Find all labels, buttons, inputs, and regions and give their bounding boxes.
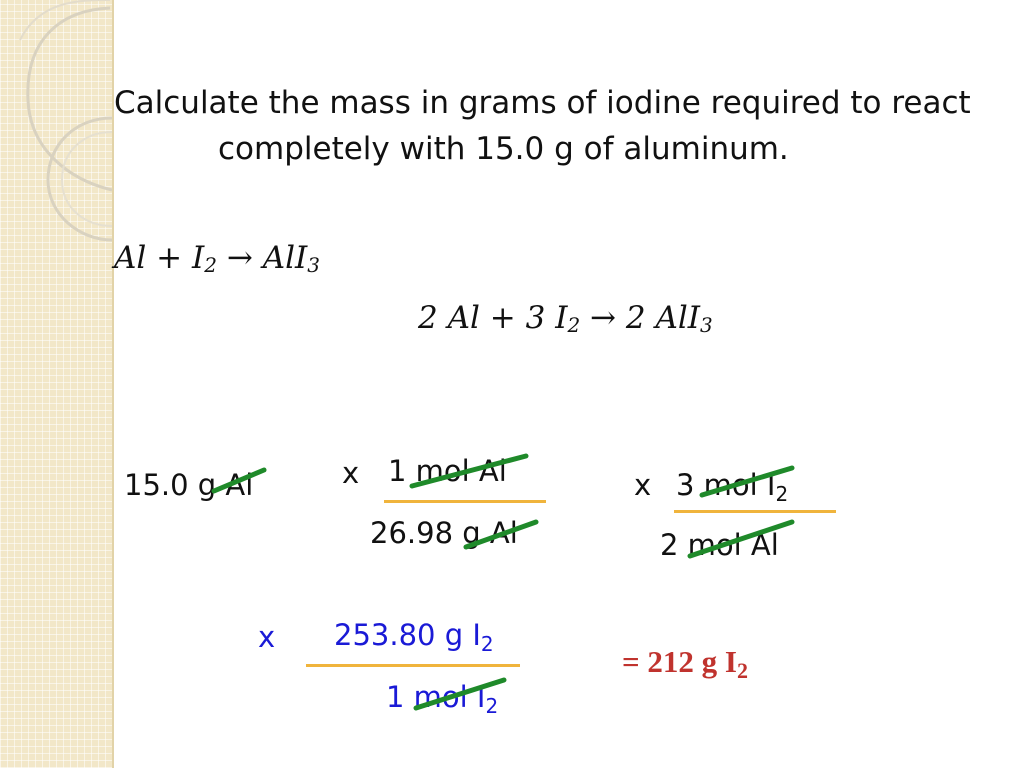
factor3-denominator-text: 1 mol I [386, 680, 486, 714]
factor3-numerator [334, 618, 494, 656]
times-sign-2: x [634, 468, 652, 502]
times-sign-1: x [342, 456, 360, 490]
iodine-subscript: 2 [204, 253, 217, 277]
product-ali: AlI [262, 240, 308, 276]
reactant-iodine: I [192, 240, 205, 276]
factor2-numerator-text: 3 mol I [676, 468, 776, 502]
factor2-numerator [676, 468, 789, 506]
coef-product: 2 [625, 300, 646, 336]
product-subscript: 3 [307, 253, 320, 277]
factor2-fraction-line [674, 510, 836, 513]
factor1-denominator: 26.98 g Al [370, 516, 518, 550]
question-line-1: Calculate the mass in grams of iodine required to react [114, 85, 971, 121]
factor3-denominator [386, 680, 499, 718]
coef-al: 2 [418, 300, 438, 336]
reactant-iodine: I [555, 300, 568, 336]
factor1-fraction-line [384, 500, 546, 503]
factor3-denominator-subscript: 2 [485, 694, 499, 718]
factor3-numerator-text: 253.80 g I [334, 618, 481, 652]
plus-sign: + [489, 300, 516, 336]
question-text [114, 80, 1014, 172]
balanced-equation [418, 300, 713, 336]
unbalanced-equation [114, 240, 320, 276]
times-sign-3: x [258, 620, 276, 654]
equals-sign: = [622, 644, 640, 679]
answer-subscript: 2 [737, 658, 748, 683]
plus-sign: + [156, 240, 183, 276]
reactant-al: Al [114, 240, 147, 276]
factor2-numerator-subscript: 2 [775, 482, 789, 506]
arrow-icon: → [226, 240, 253, 276]
factor2-denominator: 2 mol Al [660, 528, 779, 562]
arrow-icon: → [590, 300, 617, 336]
iodine-subscript: 2 [567, 313, 581, 337]
factor3-fraction-line [306, 664, 520, 667]
product-subscript: 3 [700, 313, 713, 337]
given-quantity: 15.0 g Al [124, 468, 254, 502]
answer-value: 212 g I [647, 644, 737, 679]
factor3-numerator-subscript: 2 [480, 632, 494, 656]
factor1-numerator: 1 mol Al [388, 454, 507, 488]
question-line-2: completely with 15.0 g of aluminum. [218, 131, 789, 167]
final-answer [622, 644, 748, 683]
coef-iodine: 3 [525, 300, 546, 336]
reactant-al: Al [447, 300, 480, 336]
product-ali: AlI [655, 300, 701, 336]
